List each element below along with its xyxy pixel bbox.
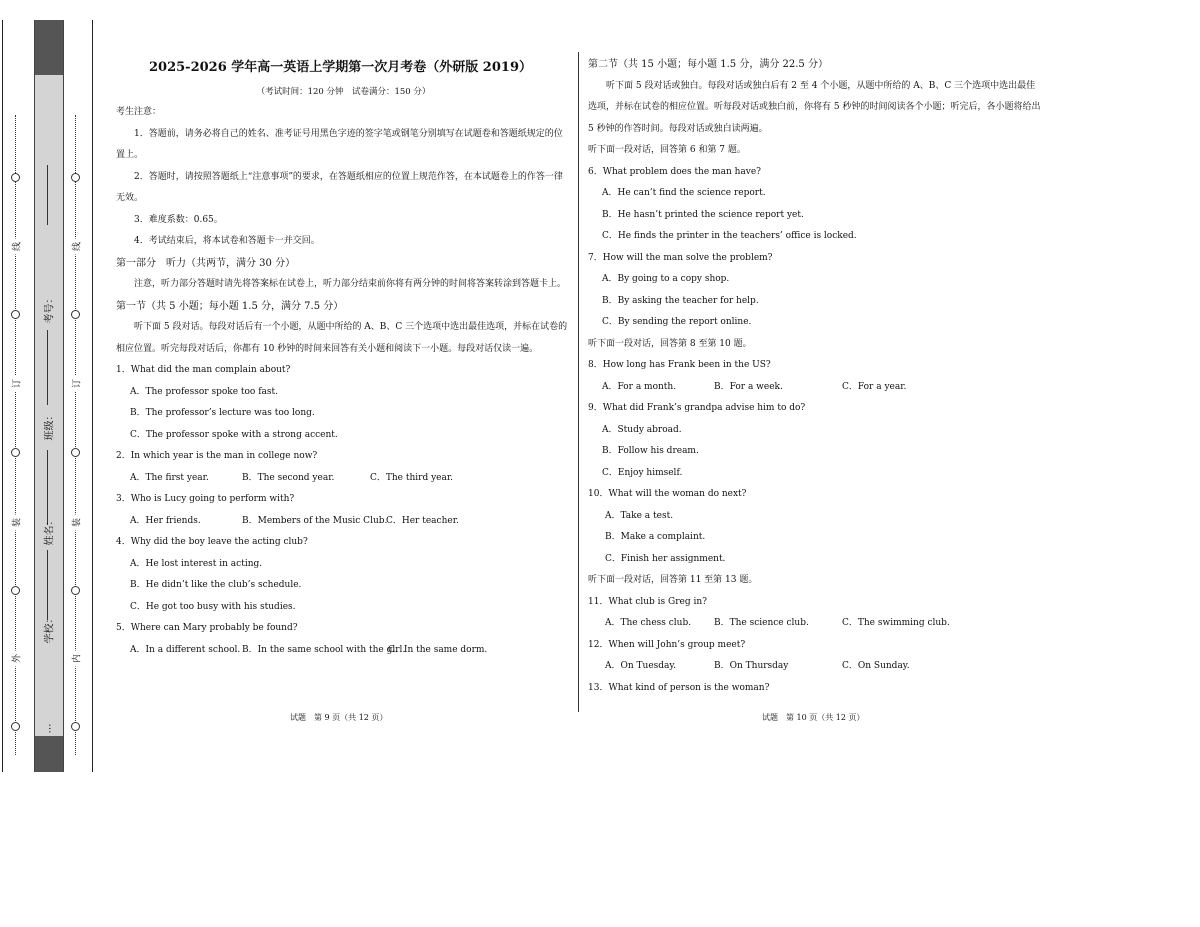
option: C．For a year. (842, 381, 907, 392)
options-row (588, 613, 1043, 635)
dialogue-intro: 听下面一段对话，回答第 8 至第 10 题。 (588, 338, 752, 349)
question-12: 12．When will John’s group meet? (588, 639, 746, 650)
margin-edge-line (92, 20, 93, 772)
option: C．Enjoy himself. (602, 467, 683, 478)
notice-item: 4．考试结束后，将本试卷和答题卡一并交回。 (134, 236, 320, 246)
seal-char: 订 (70, 376, 83, 392)
options-row (116, 468, 571, 490)
option: B．Make a complaint. (605, 532, 706, 542)
option: C．He got too busy with his studies. (130, 601, 296, 612)
question-13: 13．What kind of person is the woman? (588, 682, 770, 693)
margin-edge-line (2, 20, 3, 772)
option: B．On Thursday (714, 661, 789, 671)
seal-char: 外 (10, 651, 23, 667)
options-row (588, 377, 1043, 399)
options-row (116, 511, 571, 533)
seal-circle (71, 448, 80, 457)
notice-item: 1．答题前，请务必将自己的姓名、准考证号用黑色字迹的签字笔或钢笔分别填写在试题卷和答题纸规定的位置上。 (116, 128, 563, 160)
option: A．Take a test. (605, 510, 674, 521)
question-8: 8．How long has Frank been in the US? (588, 360, 771, 370)
band-ellipsis: … (42, 723, 54, 734)
student-info-fields (33, 20, 63, 772)
seal-circle (71, 310, 80, 319)
question-5: 5．Where can Mary probably be found? (116, 623, 298, 633)
seal-char: 线 (10, 239, 23, 255)
option: A．In a different school. (130, 644, 241, 655)
option: B．By asking the teacher for help. (602, 295, 759, 306)
seal-circle (71, 586, 80, 595)
option: B．The science club. (714, 618, 809, 628)
option: C．The professor spoke with a strong accent. (130, 429, 338, 440)
outer-seal-line (4, 20, 28, 772)
part-note: 注意，听力部分答题时请先将答案标在试卷上，听力部分结束前你将有两分钟的时间将答案转涂到答题卡上。 (134, 279, 567, 289)
option: A．Her friends. (130, 515, 201, 526)
option: A．The professor spoke too fast. (130, 386, 278, 397)
question-7: 7．How will the man solve the problem? (588, 252, 773, 263)
question-6: 6．What problem does the man have? (588, 166, 761, 177)
option: B．For a week. (714, 381, 783, 392)
option: A．By going to a copy shop. (602, 274, 730, 284)
option: A．On Tuesday. (605, 661, 677, 671)
section-instructions: 听下面 5 段对话或独白。每段对话或独白后有 2 至 4 个小题，从题中所给的 A、B、C 三个选项中选出最佳选项，并标在试卷的相应位置。听每段对话或独白前，你将有 5 秒钟的时间阅读各个小题；听完后，各小题将给出 5 秒钟的作答时间。每段对话或独白读两遍。 (588, 80, 1041, 134)
dialogue-intro: 听下面一段对话，回答第 11 至第 13 题。 (588, 575, 758, 585)
option: B．Members of the Music Club. (242, 515, 388, 526)
option: A．Study abroad. (602, 424, 682, 435)
seal-circle (11, 310, 20, 319)
option: A．He can’t find the science report. (602, 188, 766, 198)
page-9 (116, 54, 571, 661)
page-10 (588, 54, 1043, 699)
option: B．The second year. (242, 472, 335, 483)
page-footer: 试题 第 10 页（共 12 页） (762, 713, 865, 722)
seal-char: 线 (70, 239, 83, 255)
option: B．He didn’t like the club’s schedule. (130, 580, 302, 590)
exam-subtitle: （考试时间：120 分钟 试卷满分：150 分） (256, 87, 431, 97)
page-divider (578, 52, 579, 712)
field-class-label: 班级： (44, 410, 56, 441)
option: A．For a month. (602, 381, 677, 392)
options-row (116, 640, 571, 662)
binding-margin (0, 20, 98, 772)
question-2: 2．In which year is the man in college now? (116, 451, 318, 461)
seal-circle (11, 722, 20, 731)
question-1: 1．What did the man complain about? (116, 365, 291, 375)
question-11: 11．What club is Greg in? (588, 596, 707, 607)
seal-circle (71, 173, 80, 182)
field-underline (47, 330, 48, 405)
seal-circle (11, 586, 20, 595)
page-footer: 试题 第 9 页（共 12 页） (290, 713, 388, 722)
option: A．The chess club. (605, 618, 692, 628)
seal-char: 装 (10, 515, 23, 531)
field-underline (47, 550, 48, 620)
field-underline (47, 165, 48, 225)
section-heading: 第二节（共 15 小题；每小题 1.5 分，满分 22.5 分） (588, 59, 828, 70)
seal-char: 内 (70, 651, 83, 667)
seal-circle (71, 722, 80, 731)
option: B．Follow his dream. (602, 446, 699, 456)
option: A．He lost interest in acting. (130, 558, 263, 569)
options-row (588, 656, 1043, 678)
field-name-label: 姓名： (44, 515, 56, 546)
question-9: 9．What did Frank’s grandpa advise him to do? (588, 403, 806, 413)
field-school-label: 学校： (44, 613, 56, 644)
inner-seal-line (64, 20, 88, 772)
exam-title: 2025-2026 学年高一英语上学期第一次月考卷（外研版 2019） (149, 60, 532, 75)
seal-circle (11, 173, 20, 182)
question-10: 10．What will the woman do next? (588, 489, 747, 499)
seal-char: 订 (10, 376, 23, 392)
option: C．The swimming club. (842, 618, 950, 628)
option: C．In the same dorm. (388, 644, 488, 655)
option: B．The professor’s lecture was too long. (130, 408, 315, 418)
option: C．On Sunday. (842, 661, 910, 671)
option: C．By sending the report online. (602, 317, 752, 327)
option: B．In the same school with the girl. (242, 644, 406, 655)
part-heading: 第一部分 听力（共两节，满分 30 分） (116, 257, 296, 269)
question-4: 4．Why did the boy leave the acting club? (116, 537, 308, 547)
section-instructions: 听下面 5 段对话。每段对话后有一个小题，从题中所给的 A、B、C 三个选项中选出最佳选项，并标在试卷的相应位置。听完每段对话后，你都有 10 秒钟的时间来回答有关小题和阅读下一小题。每段对话仅读一遍。 (116, 322, 568, 354)
notice-heading: 考生注意： (116, 107, 162, 117)
dialogue-intro: 听下面一段对话，回答第 6 和第 7 题。 (588, 145, 746, 155)
question-3: 3．Who is Lucy going to perform with? (116, 494, 295, 504)
notice-item: 3．难度系数：0.65。 (134, 214, 223, 225)
field-underline (47, 450, 48, 525)
option: A．The first year. (130, 472, 209, 483)
option: C．Her teacher. (386, 515, 459, 526)
field-exam-number-label: 考号： (44, 293, 56, 324)
seal-circle (11, 448, 20, 457)
section-heading: 第一节（共 5 小题；每小题 1.5 分，满分 7.5 分） (116, 300, 344, 312)
option: B．He hasn’t printed the science report yet. (602, 209, 804, 220)
notice-item: 2．答题时，请按照答题纸上“注意事项”的要求，在答题纸相应的位置上规范作答，在本试题卷上的作答一律无效。 (116, 171, 563, 203)
option: C．Finish her assignment. (605, 553, 726, 564)
option: C．He finds the printer in the teachers’ office is locked. (602, 231, 857, 241)
option: C．The third year. (370, 472, 454, 483)
seal-char: 装 (70, 515, 83, 531)
